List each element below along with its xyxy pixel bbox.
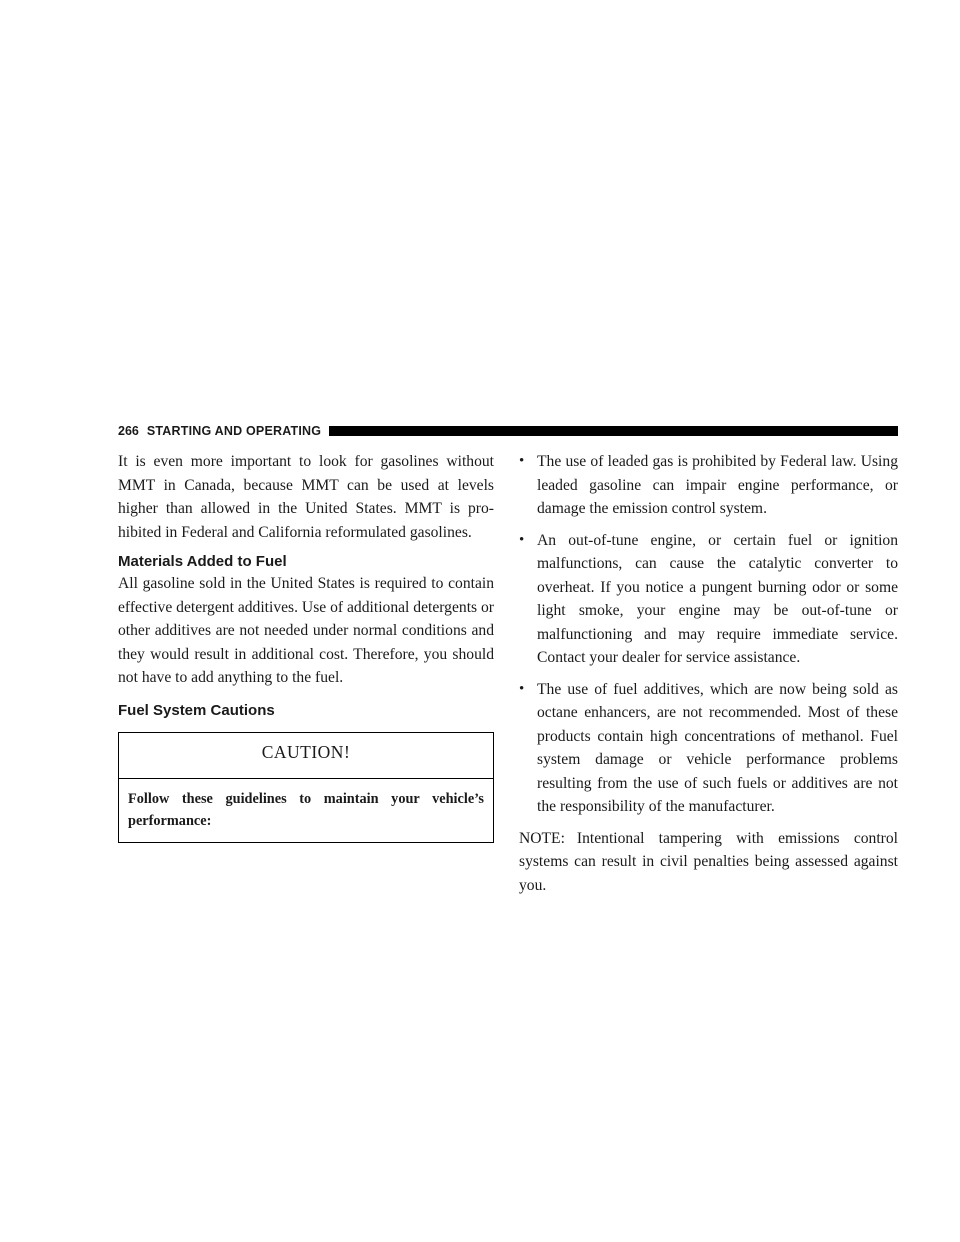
bullet-text: An out-of-tune engine, or certain fuel or ignition malfunctions, can cause the catalytic converter to overheat. If you notice a pungent burning odor or some light smoke, your engine may be out-of-tune or malfunctioning and may require immediate service. Contact your dealer for service assistance. bbox=[537, 531, 898, 666]
note-paragraph bbox=[519, 827, 898, 898]
bullet-text: The use of fuel additives, which are now being sold as octane enhancers, are not recommended. Most of these products contain high concentrations of methanol. Fuel system damage or vehicle performance problems resulting from the use of such fuels or additives are not the responsibility of the manufacturer. bbox=[537, 680, 898, 815]
heading-fuel-system-cautions: Fuel System Cautions bbox=[118, 701, 275, 719]
page-header bbox=[118, 423, 898, 439]
left-column bbox=[118, 450, 494, 843]
bullet-text: The use of leaded gas is prohibited by Federal law. Using leaded gasoline can impair engine performance, or damage the emission control system. bbox=[537, 453, 898, 517]
page-number: 266 bbox=[118, 424, 139, 438]
bullet-icon: • bbox=[519, 453, 525, 469]
caution-bullet-list bbox=[519, 450, 898, 819]
intro-paragraph: It is even more important to look for gasolines without MMT in Canada, because MMT can be used at levels higher than allowed in the United States. MMT is pro-hibited in Federal and California reformulated gasolines. bbox=[118, 453, 494, 541]
note-label: NOTE: bbox=[519, 829, 565, 847]
note-text: Intentional tampering with emissions control systems can result in civil penalties being assessed against you. bbox=[519, 829, 898, 894]
bullet-icon: • bbox=[519, 680, 525, 697]
list-item bbox=[519, 678, 898, 819]
section-title: STARTING AND OPERATING bbox=[146, 424, 322, 438]
heading-materials-added-to-fuel: Materials Added to Fuel bbox=[118, 553, 287, 570]
right-column bbox=[519, 450, 898, 897]
caution-title: CAUTION! bbox=[261, 741, 351, 762]
caution-divider bbox=[119, 778, 493, 779]
materials-paragraph: All gasoline sold in the United States is required to contain effective detergent additives. Use of additional detergents or other additives are not needed under normal conditions and they would result in additional cost. Therefore, you should not have to add anything to the fuel. bbox=[118, 575, 494, 686]
list-item bbox=[519, 450, 898, 521]
header-rule-bar bbox=[329, 426, 898, 436]
caution-text: Follow these guidelines to maintain your vehicle’s performance: bbox=[128, 791, 484, 829]
list-item bbox=[519, 529, 898, 670]
caution-box bbox=[118, 732, 494, 844]
bullet-icon: • bbox=[519, 531, 525, 548]
